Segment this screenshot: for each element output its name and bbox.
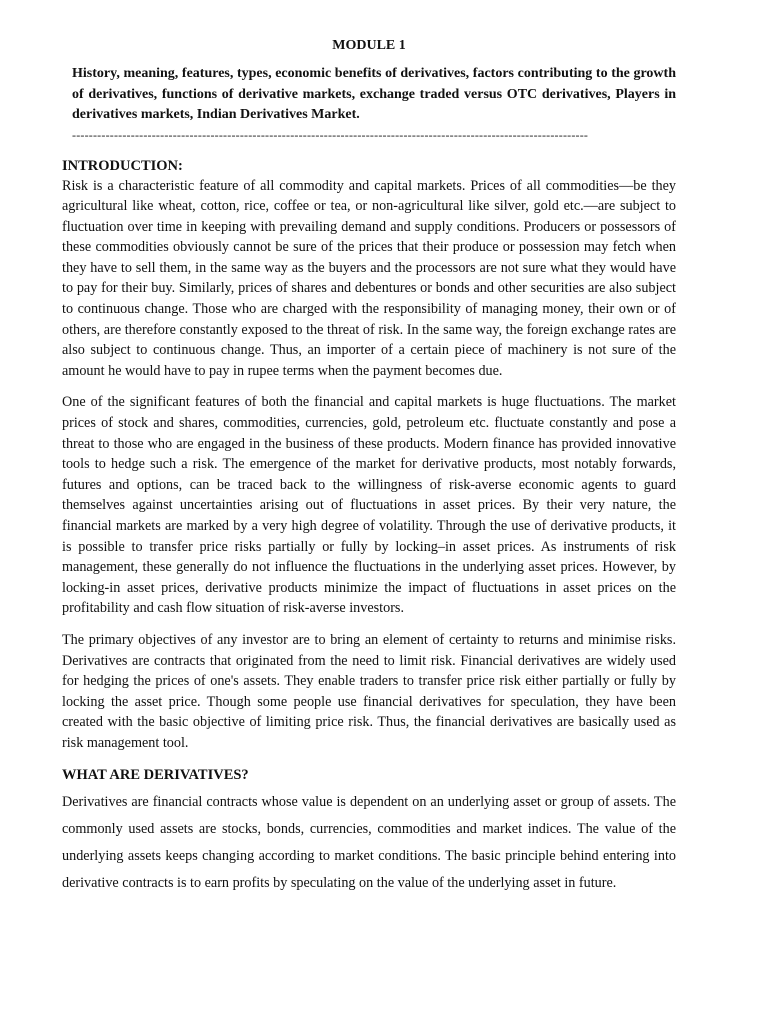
dashed-separator: --------------------------------------------------------------------------------------------------------------------------- bbox=[72, 127, 589, 142]
document-page bbox=[62, 36, 676, 897]
module-topics: History, meaning, features, types, economic benefits of derivatives, factors contributing to the growth of derivatives, functions of derivative markets, exchange traded versus OTC derivatives, Players in derivatives markets, Indian Derivatives Market. bbox=[72, 66, 676, 122]
introduction-paragraph-3: The primary objectives of any investor are to bring an element of certainty to returns and minimise risks. Derivatives are contracts that originated from the need to limit risk. Financial derivatives are widely used for hedging the prices of one's assets. They enable traders to transfer price risk either partially or fully by locking the asset price. Though some people use financial derivatives for speculation, they have been created with the basic objective of limiting price risk. Thus, the financial derivatives are basically used as risk management tool. bbox=[62, 631, 676, 751]
introduction-heading: INTRODUCTION: bbox=[62, 157, 183, 174]
what-are-derivatives-paragraph: Derivatives are financial contracts whose value is dependent on an underlying asset or group of assets. The commonly used assets are stocks, bonds, currencies, commodities and market indices. The value of the underlying assets keeps changing according to market conditions. The basic principle behind entering into derivative contracts is to earn profits by speculating on the value of the underlying asset in future. bbox=[62, 793, 676, 891]
introduction-paragraph-2: One of the significant features of both the financial and capital markets is huge fluctuations. The market prices of stock and shares, commodities, currencies, gold, petroleum etc. fluctuate constantly and pose a threat to those who are engaged in the business of these products. Modern finance has provided innovative tools to hedge such a risk. The emergence of the market for derivative products, most notably forwards, futures and options, can be traced back to the willingness of risk-averse economic agents to guard themselves against uncertainties arising out of fluctuations in asset prices. By their very nature, the financial markets are marked by a very high degree of volatility. Through the use of derivative products, it is possible to transfer price risks partially or fully by locking–in asset prices. As instruments of risk management, these generally do not influence the fluctuations in the underlying asset prices. However, by locking-in asset prices, derivative products minimize the impact of fluctuations in asset prices on the profitability and cash flow situation of risk-averse investors. bbox=[62, 394, 676, 617]
what-are-derivatives-heading: WHAT ARE DERIVATIVES? bbox=[62, 766, 249, 783]
module-title: MODULE 1 bbox=[332, 38, 406, 53]
introduction-paragraph-1: Risk is a characteristic feature of all commodity and capital markets. Prices of all commodities—be they agricultural like wheat, cotton, rice, coffee or tea, or non-agricultural like silver, gold etc.—are subject to fluctuation over time in keeping with prevailing demand and supply conditions. Producers or possessors of these commodities obviously cannot be sure of the prices that their produce or possession may fetch when they have to sell them, in the same way as the buyers and the processors are not sure what they would have to pay for their buy. Similarly, prices of shares and debentures or bonds and other securities are also subject to continuous change. Those who are charged with the responsibility of managing money, their own or of others, are therefore constantly exposed to the threat of risk. In the same way, the foreign exchange rates are also subject to continuous change. Thus, an importer of a certain piece of machinery is not sure of the amount he would have to pay in rupee terms when the payment becomes due. bbox=[62, 177, 676, 379]
